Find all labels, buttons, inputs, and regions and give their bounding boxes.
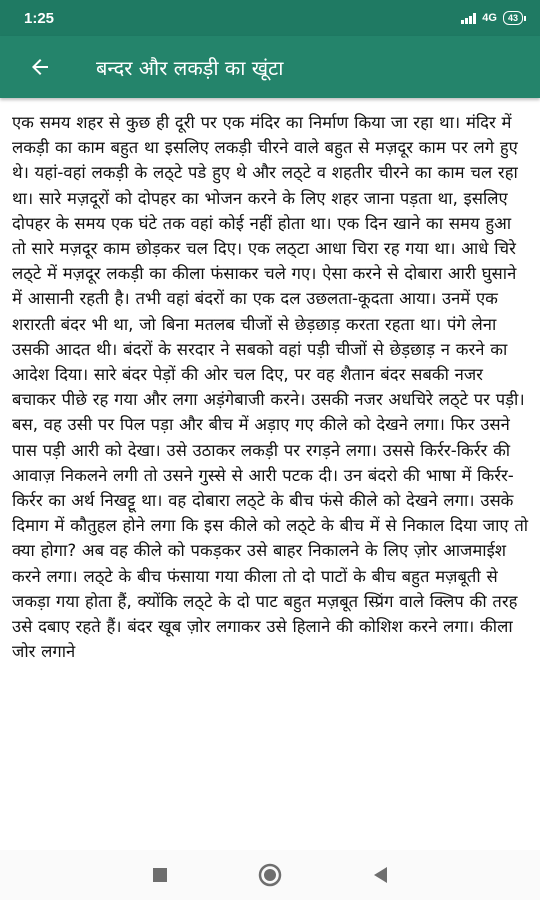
page-title: बन्दर और लकड़ी का खूंटा bbox=[96, 55, 284, 80]
story-text: एक समय शहर से कुछ ही दूरी पर एक मंदिर का निर्माण किया जा रहा था। मंदिर में लकड़ी का काम बहुत था इसलिए लकड़ी चीरने वाले बहुत से मज़दूर काम पर लगे हुए थे। यहां-वहां लकड़ी के लठ्टे पडे हुए थे और लठ्टे व शहतीर चीरने का काम चल रहा था। सारे मज़दूरों को दोपहर का भोजन करने के लिए शहर जाना पड़ता था, इसलिए दोपहर के समय एक घंटे तक वहां कोई नहीं होता था। एक दिन खाने का समय हुआ तो सारे मज़दूर काम छोड़कर चल दिए। एक लठ्टा आधा चिरा रह गया था। आधे चिरे लठ्टे में मज़दूर लकड़ी का कीला फंसाकर चले गए। ऐसा करने से दोबारा आरी घुसाने में आसानी रहती है। तभी वहां बंदरों का एक दल उछलता-कूदता आया। उनमें एक शरारती बंदर भी था, जो बिना मतलब चीजों से छेड़छाड़ करता रहता था। पंगे लेना उसकी आदत थी। बंदरों के सरदार ने सबको वहां पड़ी चीजों से छेड़छाड़ न करने का आदेश दिया। सारे बंदर पेड़ों की ओर चल दिए, पर वह शैतान बंदर सबकी नजर बचाकर पीछे रह गया और लगा अड़ंगेबाजी करने। उसकी नजर अधचिरे लठ्टे पर पड़ी। बस, वह उसी पर पिल पड़ा और बीच में अड़ाए गए कीले को देखने लगा। फिर उसने पास पड़ी आरी को देखा। उसे उठाकर लकड़ी पर रगड़ने लगा। उससे किर्रर-किर्रर की आवाज़ निकलने लगी तो उसने गुस्से से आरी पटक दी। उन बंदरो की भाषा में किर्रर-किर्रर का अर्थ निखट्टू था। वह दोबारा लठ्टे के बीच फंसे कीले को देखने लगा। उसके दिमाग में कौतुहल होने लगा कि इस कीले को लठ्टे के बीच में से निकाल दिया जाए तो क्या होगा? अब वह कीले को पकड़कर उसे बाहर निकालने के लिए ज़ोर आजमाईश करने लगा। लठ्टे के बीच फंसाया गया कीला तो दो पाटों के बीच बहुत मज़बूती से जकड़ा गया होता हैं, क्योंकि लठ्टे के दो पाट बहुत मज़बूत स्प्रिंग वाले क्लिप की तरह उसे दबाए रहते हैं। बंदर खूब ज़ोर लगाकर उसे हिलाने की कोशिश करने लगा। कीला जोर लगाने bbox=[12, 113, 529, 662]
network-type: 4G bbox=[482, 12, 497, 24]
square-icon bbox=[152, 867, 168, 883]
home-button[interactable] bbox=[215, 850, 325, 900]
story-content[interactable] bbox=[0, 98, 540, 850]
circle-icon bbox=[257, 862, 283, 888]
app-bar bbox=[0, 36, 540, 98]
system-nav-bar bbox=[0, 850, 540, 900]
nav-back-button[interactable] bbox=[325, 850, 435, 900]
recents-button[interactable] bbox=[105, 850, 215, 900]
status-time: 1:25 bbox=[24, 9, 55, 27]
status-icons bbox=[461, 11, 526, 25]
signal-icon bbox=[461, 13, 476, 24]
battery-icon bbox=[503, 11, 526, 25]
back-button[interactable] bbox=[20, 47, 60, 87]
battery-level: 43 bbox=[503, 11, 523, 25]
triangle-back-icon bbox=[372, 866, 388, 884]
arrow-left-icon bbox=[28, 55, 52, 79]
status-bar bbox=[0, 0, 540, 36]
